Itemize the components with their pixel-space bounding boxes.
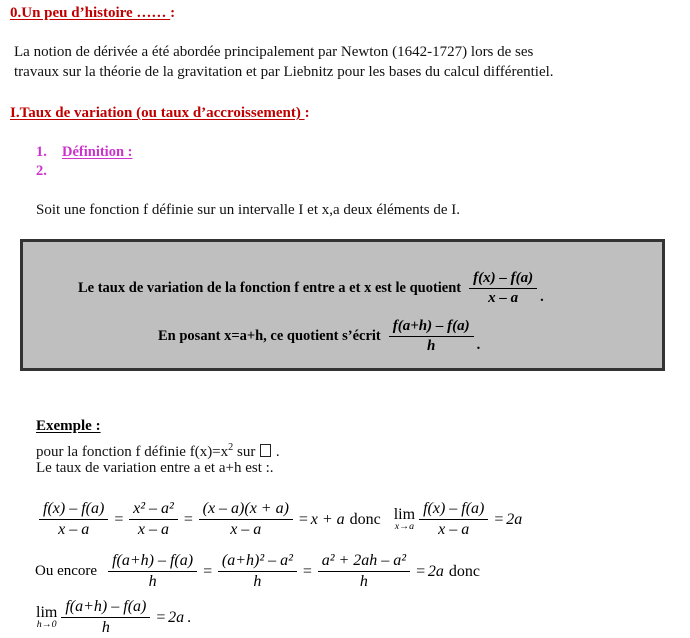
math-row-2-fraction-2-numerator: (a+h)² – a² bbox=[221, 552, 293, 569]
math-row-2-equals-2: = bbox=[301, 562, 313, 580]
math-row-2-fraction-1-numerator: f(a+h) – f(a) bbox=[112, 552, 194, 569]
history-paragraph-line1: La notion de dérivée a été abordée principalement par Newton (1642-1727) lors de ses bbox=[14, 44, 534, 60]
math-row-2-fraction-1-denominator: h bbox=[108, 571, 197, 591]
math-row-2-fraction-2 bbox=[218, 552, 297, 592]
math-row-1-limit-operator: lim bbox=[393, 506, 416, 524]
missing-glyph-box-icon bbox=[260, 444, 271, 457]
example-line-1-end: . bbox=[275, 444, 280, 460]
math-row-3-equals-1: = bbox=[155, 608, 167, 626]
math-row-2-equals-1: = bbox=[202, 562, 213, 580]
taux-section-heading bbox=[10, 105, 310, 122]
math-row-2 bbox=[30, 552, 485, 592]
math-row-1-equals-2: = bbox=[182, 510, 194, 528]
definition-box bbox=[20, 239, 665, 371]
math-row-1-fraction-2-denominator: x – a bbox=[129, 519, 178, 539]
math-row-1-fraction-1 bbox=[39, 500, 108, 540]
math-row-2-prefix: Ou encore bbox=[35, 563, 98, 580]
math-row-1-fraction-4-numerator: f(x) – f(a) bbox=[423, 500, 485, 517]
math-row-1-fraction-3-denominator: x – a bbox=[199, 519, 293, 539]
math-row-3-result: 2a bbox=[168, 608, 185, 626]
definition-line-2-prefix: En posant x=a+h, ce quotient s’écrit bbox=[158, 328, 381, 345]
math-row-2-fraction-1 bbox=[108, 552, 197, 592]
math-row-2-equals-3: = bbox=[415, 562, 426, 580]
definition-fraction-2 bbox=[389, 318, 474, 356]
math-row-3-limit bbox=[36, 605, 57, 630]
math-row-1-fraction-3-numerator: (x – a)(x + a) bbox=[202, 500, 289, 517]
list-item-1-label: Définition : bbox=[62, 144, 133, 160]
math-row-1-fraction-1-numerator: f(x) – f(a) bbox=[43, 500, 105, 517]
history-paragraph-line2: travaux sur la théorie de la gravitation et par Liebnitz pour les bases du calcul différentiel. bbox=[14, 64, 554, 80]
math-row-3-limit-operator: lim bbox=[36, 604, 58, 622]
math-row-1-donc: donc bbox=[349, 510, 381, 528]
math-row-1-limit bbox=[394, 507, 415, 532]
definition-fraction-1 bbox=[469, 270, 537, 308]
definition-line-2-suffix: . bbox=[476, 336, 481, 353]
math-row-1-fraction-2-numerator: x² – a² bbox=[133, 500, 174, 517]
example-line-2: Le taux de variation entre a et a+h est :. bbox=[36, 460, 274, 476]
math-row-3-fraction-1-numerator: f(a+h) – f(a) bbox=[65, 598, 147, 615]
definition-fraction-1-numerator: f(x) – f(a) bbox=[473, 270, 534, 286]
math-row-2-donc: donc bbox=[448, 562, 480, 580]
definition-line-2 bbox=[158, 318, 480, 356]
list-item-2-number: 2. bbox=[36, 163, 47, 179]
definition-fraction-2-denominator: h bbox=[389, 336, 474, 355]
math-row-2-fraction-3-denominator: h bbox=[318, 571, 410, 591]
math-row-1-equals-1: = bbox=[113, 510, 125, 528]
math-row-1-equals-4: = bbox=[493, 510, 505, 528]
math-row-1-result-2: 2a bbox=[506, 510, 523, 528]
math-row-1-fraction-1-denominator: x – a bbox=[39, 519, 108, 539]
definition-line-1-prefix: Le taux de variation de la fonction f entre a et x est le quotient bbox=[78, 280, 462, 297]
definition-line-1 bbox=[78, 270, 544, 308]
list-item-1-number: 1. bbox=[36, 144, 47, 160]
math-row-2-fraction-3 bbox=[318, 552, 410, 592]
math-row-1-fraction-3 bbox=[199, 500, 293, 540]
math-row-3-fraction-1 bbox=[61, 598, 150, 638]
math-row-1-fraction-2 bbox=[129, 500, 178, 540]
math-row-1-limit-subscript: x→a bbox=[394, 521, 415, 533]
definition-fraction-1-denominator: x – a bbox=[469, 288, 537, 307]
example-line-1-before: pour la fonction f définie f(x)=x bbox=[36, 444, 229, 460]
math-row-1 bbox=[36, 500, 522, 540]
example-line-1-after: sur bbox=[237, 444, 256, 460]
math-row-2-fraction-2-denominator: h bbox=[218, 571, 297, 591]
history-heading-text: 0.Un peu d’histoire …… bbox=[10, 5, 171, 21]
math-row-2-result: 2a bbox=[427, 562, 444, 580]
math-row-3-fraction-1-denominator: h bbox=[61, 617, 150, 637]
math-row-2-fraction-3-numerator: a² + 2ah – a² bbox=[321, 552, 407, 569]
math-row-1-equals-3: = bbox=[297, 510, 309, 528]
taux-heading-colon: : bbox=[304, 105, 310, 121]
math-row-1-result-1: x + a bbox=[310, 510, 345, 528]
math-row-3 bbox=[36, 598, 191, 638]
math-row-1-fraction-4-denominator: x – a bbox=[419, 519, 488, 539]
history-heading-colon: : bbox=[170, 5, 176, 21]
taux-heading-text: I.Taux de variation (ou taux d’accroissement) bbox=[10, 105, 305, 121]
example-title: Exemple : bbox=[36, 418, 101, 434]
math-row-3-period: . bbox=[187, 608, 192, 626]
definition-fraction-2-numerator: f(a+h) – f(a) bbox=[392, 318, 470, 334]
history-paragraph bbox=[14, 42, 674, 82]
definition-line-1-suffix: . bbox=[540, 288, 544, 305]
math-row-1-fraction-4 bbox=[419, 500, 488, 540]
history-section-heading bbox=[10, 5, 175, 22]
taux-intro-text: Soit une fonction f définie sur un intervalle I et x,a deux éléments de I. bbox=[36, 202, 461, 218]
math-row-3-limit-subscript: h→0 bbox=[36, 619, 57, 631]
example-line-1-exponent: 2 bbox=[228, 442, 234, 453]
